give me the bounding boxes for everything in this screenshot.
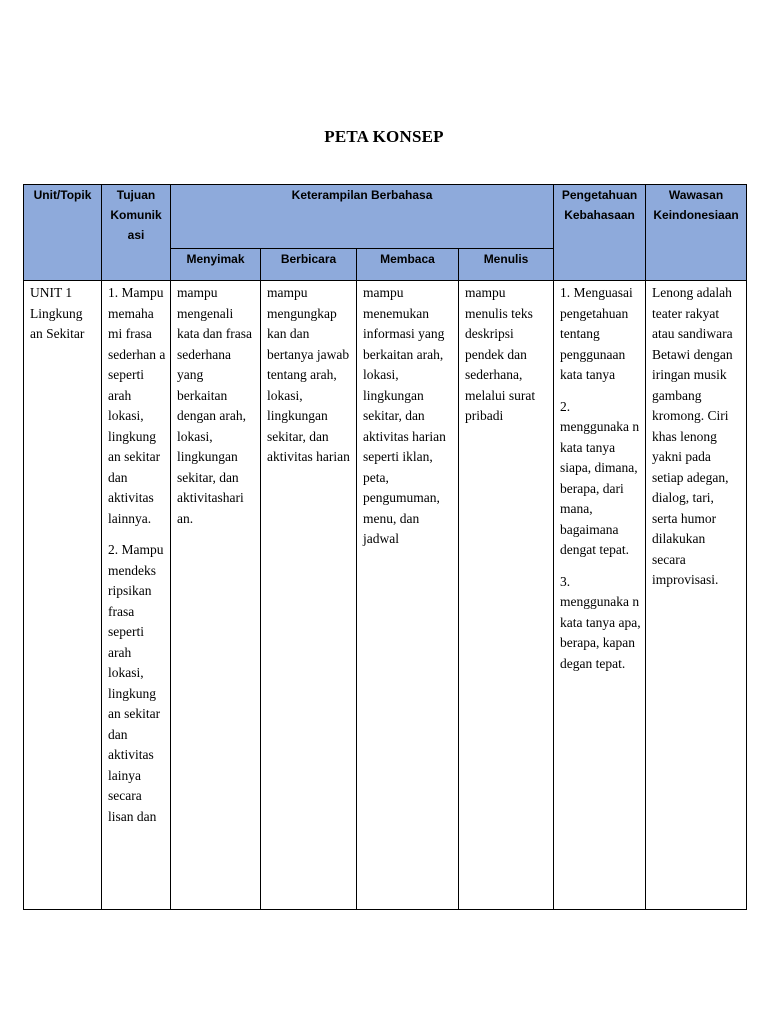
cell-menulis: mampu menulis teks deskripsi pendek dan sederhana, melalui surat pribadi — [459, 281, 554, 910]
header-menulis: Menulis — [459, 249, 554, 281]
header-membaca: Membaca — [357, 249, 459, 281]
cell-unit: UNIT 1 Lingkung an Sekitar — [24, 281, 102, 910]
concept-map-table — [23, 184, 747, 910]
tujuan-item-2: 2. Mampu mendeks ripsikan frasa seperti arah lokasi, lingkung an sekitar dan aktivitas lainya secara lisan dan — [108, 542, 164, 824]
pengetahuan-item-1: 1. Menguasai pengetahuan tentang penggunaan kata tanya — [560, 285, 633, 382]
pengetahuan-item-3: 3. menggunaka n kata tanya apa, berapa, kapan degan tepat. — [560, 573, 641, 671]
header-berbicara: Berbicara — [261, 249, 357, 281]
pengetahuan-item-2: 2. menggunaka n kata tanya siapa, dimana, berapa, dari mana, bagaimana dengat tepat. — [560, 398, 640, 557]
header-tujuan-komunikasi: Tujuan Komunik asi — [102, 185, 171, 281]
page-title: PETA KONSEP — [324, 127, 444, 146]
cell-berbicara: mampu mengungkap kan dan bertanya jawab tentang arah, lokasi, lingkungan sekitar, dan aktivitas harian — [261, 281, 357, 910]
header-unit-topik: Unit/Topik — [24, 185, 102, 281]
cell-membaca: mampu menemukan informasi yang berkaitan arah, lokasi, lingkungan sekitar, dan aktivitas harian seperti iklan, peta, pengumuman, menu, dan jadwal — [357, 281, 459, 910]
cell-menyimak: mampu mengenali kata dan frasa sederhana yang berkaitan dengan arah, lokasi, lingkungan sekitar, dan aktivitashari an. — [171, 281, 261, 910]
cell-tujuan — [102, 281, 171, 910]
table-row — [24, 281, 747, 910]
tujuan-item-1: 1. Mampu memaha mi frasa sederhan a seperti arah lokasi, lingkung an sekitar dan aktivitas lainnya. — [108, 285, 166, 526]
header-pengetahuan-kebahasaan: Pengetahuan Kebahasaan — [554, 185, 646, 281]
header-wawasan-keindonesiaan: Wawasan Keindonesiaan — [646, 185, 747, 281]
header-menyimak: Menyimak — [171, 249, 261, 281]
cell-pengetahuan — [554, 281, 646, 910]
cell-wawasan: Lenong adalah teater rakyat atau sandiwara Betawi dengan iringan musik gambang kromong. Ciri khas lenong yakni pada setiap adegan, dialog, tari, serta humor dilakukan secara improvisasi. — [646, 281, 747, 910]
header-keterampilan-berbahasa: Keterampilan Berbahasa — [171, 185, 554, 249]
